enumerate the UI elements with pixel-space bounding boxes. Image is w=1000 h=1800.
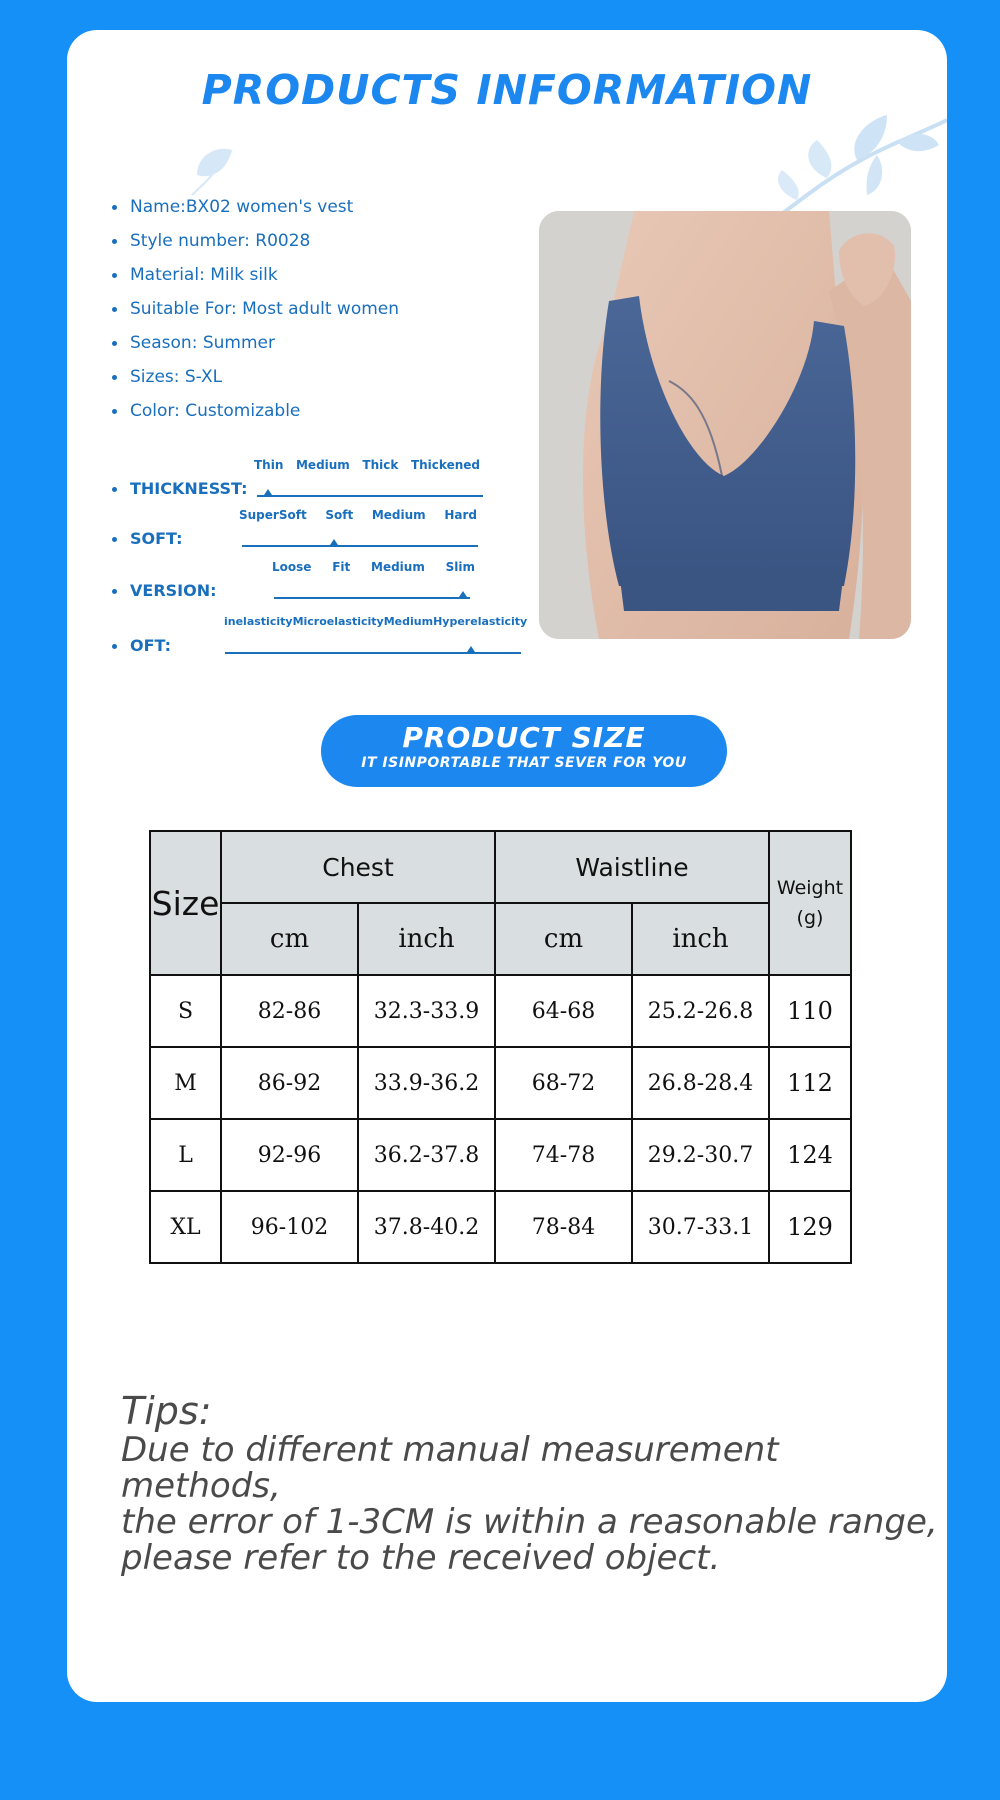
version-marker bbox=[459, 591, 467, 597]
weight-header-label: Weight bbox=[776, 876, 844, 899]
product-info-list bbox=[112, 190, 399, 428]
soft-options bbox=[239, 508, 477, 522]
waistline-header: Waistline bbox=[495, 831, 769, 903]
version-option: Loose bbox=[272, 560, 312, 574]
sports-vest-illustration bbox=[539, 211, 911, 639]
chest-inch-cell: 37.8-40.2 bbox=[358, 1191, 495, 1263]
weight-cell: 129 bbox=[769, 1191, 851, 1263]
chest-inch-cell: 32.3-33.9 bbox=[358, 975, 495, 1047]
weight-cell: 112 bbox=[769, 1047, 851, 1119]
tips-line: Due to different manual measurement methods, bbox=[121, 1430, 779, 1506]
oft-options bbox=[224, 615, 528, 628]
size-banner-subtitle: IT ISINPORTABLE THAT SEVER FOR YOU bbox=[361, 755, 687, 771]
info-sizes: Sizes: S-XL bbox=[112, 360, 399, 394]
chest-cm-header: cm bbox=[221, 903, 358, 975]
soft-marker bbox=[330, 539, 338, 545]
waist-inch-header: inch bbox=[632, 903, 769, 975]
info-color: Color: Customizable bbox=[112, 394, 399, 428]
chest-header: Chest bbox=[221, 831, 495, 903]
waist-inch-cell: 26.8-28.4 bbox=[632, 1047, 769, 1119]
soft-label: SOFT: bbox=[112, 529, 183, 548]
oft-line bbox=[225, 652, 521, 654]
waist-cm-cell: 68-72 bbox=[495, 1047, 632, 1119]
soft-scale bbox=[112, 508, 512, 548]
size-cell: XL bbox=[150, 1191, 221, 1263]
thickness-label: THICKNESST: bbox=[112, 479, 247, 498]
thickness-option: Thin bbox=[254, 458, 284, 472]
thickness-option: Medium bbox=[295, 458, 350, 472]
tips-title: Tips: bbox=[121, 1389, 212, 1433]
info-material: Material: Milk silk bbox=[112, 258, 399, 292]
tips-line: please refer to the received object. bbox=[121, 1538, 721, 1578]
soft-option: Medium bbox=[371, 508, 426, 522]
thickness-scale bbox=[112, 458, 512, 498]
info-name: Name:BX02 women's vest bbox=[112, 190, 399, 224]
thickness-option: Thick bbox=[362, 458, 399, 472]
size-table bbox=[149, 830, 852, 1264]
waist-inch-cell: 30.7-33.1 bbox=[632, 1191, 769, 1263]
oft-option: Microelasticity bbox=[292, 615, 384, 628]
waist-cm-cell: 64-68 bbox=[495, 975, 632, 1047]
weight-cell: 110 bbox=[769, 975, 851, 1047]
page-title: PRODUCTS INFORMATION bbox=[201, 66, 813, 114]
oft-marker bbox=[467, 646, 475, 652]
version-option: Slim bbox=[445, 560, 475, 574]
oft-option: Hyperelasticity bbox=[433, 615, 528, 628]
waist-cm-cell: 78-84 bbox=[495, 1191, 632, 1263]
product-size-banner bbox=[321, 715, 727, 787]
thickness-option: Thickened bbox=[410, 458, 480, 472]
waist-inch-cell: 25.2-26.8 bbox=[632, 975, 769, 1047]
waist-cm-header: cm bbox=[495, 903, 632, 975]
waist-cm-cell: 74-78 bbox=[495, 1119, 632, 1191]
version-label: VERSION: bbox=[112, 581, 217, 600]
weight-cell: 124 bbox=[769, 1119, 851, 1191]
size-cell: M bbox=[150, 1047, 221, 1119]
thickness-line bbox=[257, 495, 483, 497]
info-suitable-for: Suitable For: Most adult women bbox=[112, 292, 399, 326]
version-scale bbox=[112, 560, 512, 600]
version-option: Medium bbox=[371, 560, 425, 574]
thickness-options bbox=[254, 458, 480, 472]
info-season: Season: Summer bbox=[112, 326, 399, 360]
chest-inch-header: inch bbox=[358, 903, 495, 975]
size-header: Size bbox=[150, 831, 221, 975]
table-row bbox=[150, 1119, 851, 1191]
weight-header-unit: (g) bbox=[796, 907, 824, 929]
weight-header bbox=[769, 831, 851, 975]
table-row bbox=[150, 975, 851, 1047]
soft-line bbox=[242, 545, 478, 547]
version-option: Fit bbox=[332, 560, 351, 574]
table-row bbox=[150, 1191, 851, 1263]
oft-scale bbox=[112, 615, 532, 655]
chest-cm-cell: 82-86 bbox=[221, 975, 358, 1047]
oft-label: OFT: bbox=[112, 636, 171, 655]
product-info-card bbox=[67, 30, 947, 1702]
waist-inch-cell: 29.2-30.7 bbox=[632, 1119, 769, 1191]
thickness-marker bbox=[264, 489, 272, 495]
version-line bbox=[274, 597, 470, 599]
chest-inch-cell: 36.2-37.8 bbox=[358, 1119, 495, 1191]
table-row bbox=[150, 1047, 851, 1119]
info-style-number: Style number: R0028 bbox=[112, 224, 399, 258]
product-photo bbox=[539, 211, 911, 639]
chest-cm-cell: 86-92 bbox=[221, 1047, 358, 1119]
version-options bbox=[272, 560, 475, 574]
size-cell: L bbox=[150, 1119, 221, 1191]
size-cell: S bbox=[150, 975, 221, 1047]
size-banner-title: PRODUCT SIZE bbox=[402, 721, 646, 754]
chest-cm-cell: 92-96 bbox=[221, 1119, 358, 1191]
tips-section bbox=[121, 1390, 941, 1576]
oft-option: Medium bbox=[383, 615, 434, 628]
soft-option: Hard bbox=[444, 508, 477, 522]
tips-line: the error of 1-3CM is within a reasonable range, bbox=[121, 1502, 938, 1542]
chest-inch-cell: 33.9-36.2 bbox=[358, 1047, 495, 1119]
soft-option: SuperSoft bbox=[239, 508, 307, 522]
chest-cm-cell: 96-102 bbox=[221, 1191, 358, 1263]
soft-option: Soft bbox=[325, 508, 354, 522]
oft-option: inelasticity bbox=[224, 615, 293, 628]
